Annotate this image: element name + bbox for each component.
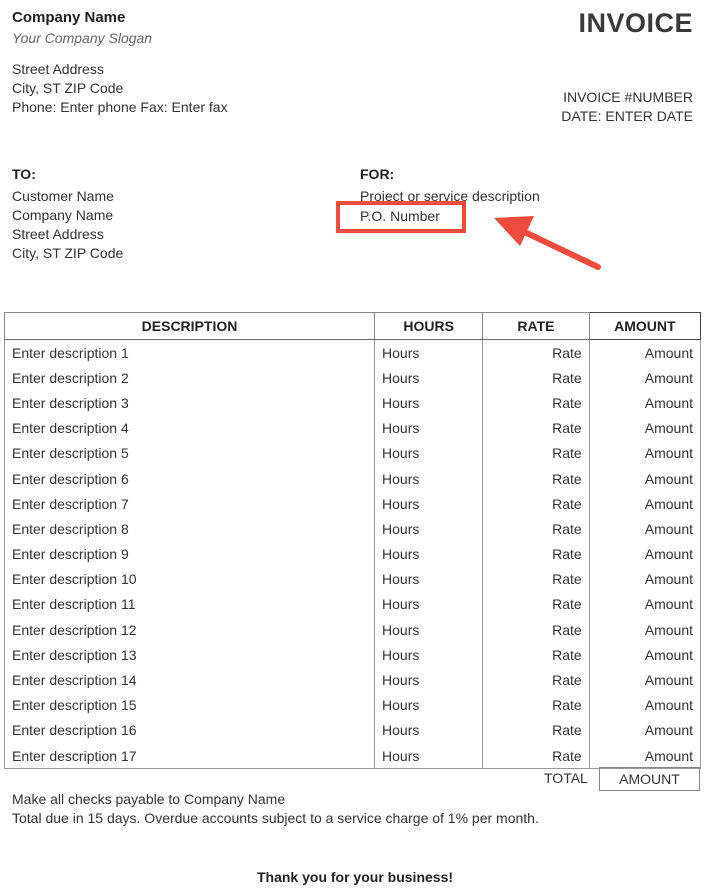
cell-hours[interactable]: Hours (375, 416, 483, 441)
invoice-number: INVOICE #NUMBER (563, 89, 693, 105)
payable-note: Make all checks payable to Company Name (12, 791, 286, 807)
po-highlight-box (336, 201, 466, 233)
table-row (5, 441, 701, 466)
cell-amount[interactable]: Amount (589, 491, 700, 516)
cell-description[interactable]: Enter description 6 (5, 466, 375, 491)
cell-rate[interactable]: Rate (483, 667, 589, 692)
cell-hours[interactable]: Hours (375, 441, 483, 466)
for-label: FOR: (360, 166, 395, 182)
company-name: Company Name (12, 9, 126, 26)
cell-amount[interactable]: Amount (589, 340, 700, 366)
cell-rate[interactable]: Rate (483, 743, 589, 769)
cell-rate[interactable]: Rate (483, 567, 589, 592)
header-description: DESCRIPTION (5, 313, 375, 340)
cell-description[interactable]: Enter description 14 (5, 667, 375, 692)
header-hours: HOURS (375, 313, 483, 340)
cell-amount[interactable]: Amount (589, 592, 700, 617)
table-row (5, 743, 701, 769)
cell-hours[interactable]: Hours (375, 718, 483, 743)
table-row (5, 693, 701, 718)
invoice-title: INVOICE (578, 8, 693, 38)
cell-hours[interactable]: Hours (375, 667, 483, 692)
cell-rate[interactable]: Rate (483, 516, 589, 541)
table-header-row (5, 313, 701, 340)
cell-amount[interactable]: Amount (589, 441, 700, 466)
cell-amount[interactable]: Amount (589, 416, 700, 441)
table-row (5, 340, 701, 366)
cell-description[interactable]: Enter description 8 (5, 516, 375, 541)
cell-rate[interactable]: Rate (483, 491, 589, 516)
table-row (5, 542, 701, 567)
table-row (5, 718, 701, 743)
cell-amount[interactable]: Amount (589, 567, 700, 592)
cell-amount[interactable]: Amount (589, 667, 700, 692)
table-row (5, 592, 701, 617)
cell-hours[interactable]: Hours (375, 340, 483, 366)
cell-hours[interactable]: Hours (375, 617, 483, 642)
cell-description[interactable]: Enter description 11 (5, 592, 375, 617)
po-number[interactable]: P.O. Number (360, 208, 440, 224)
items-table (4, 312, 701, 769)
cell-description[interactable]: Enter description 12 (5, 617, 375, 642)
cell-rate[interactable]: Rate (483, 466, 589, 491)
table-row (5, 466, 701, 491)
cell-hours[interactable]: Hours (375, 516, 483, 541)
cell-hours[interactable]: Hours (375, 567, 483, 592)
cell-description[interactable]: Enter description 17 (5, 743, 375, 769)
cell-rate[interactable]: Rate (483, 340, 589, 366)
cell-description[interactable]: Enter description 4 (5, 416, 375, 441)
cell-rate[interactable]: Rate (483, 718, 589, 743)
company-slogan: Your Company Slogan (12, 30, 153, 46)
table-row (5, 365, 701, 390)
cell-rate[interactable]: Rate (483, 642, 589, 667)
to-label: TO: (12, 166, 36, 182)
table-row (5, 516, 701, 541)
cell-description[interactable]: Enter description 1 (5, 340, 375, 366)
company-street: Street Address (12, 61, 104, 77)
cell-amount[interactable]: Amount (589, 390, 700, 415)
cell-rate[interactable]: Rate (483, 617, 589, 642)
cell-rate[interactable]: Rate (483, 542, 589, 567)
cell-description[interactable]: Enter description 16 (5, 718, 375, 743)
to-company-name: Company Name (12, 207, 114, 223)
cell-description[interactable]: Enter description 9 (5, 542, 375, 567)
invoice-date: DATE: ENTER DATE (561, 108, 693, 124)
cell-amount[interactable]: Amount (589, 516, 700, 541)
cell-hours[interactable]: Hours (375, 592, 483, 617)
cell-amount[interactable]: Amount (589, 365, 700, 390)
company-phone-fax: Phone: Enter phone Fax: Enter fax (12, 99, 228, 115)
cell-rate[interactable]: Rate (483, 390, 589, 415)
cell-amount[interactable]: Amount (589, 542, 700, 567)
to-city: City, ST ZIP Code (12, 245, 124, 261)
cell-hours[interactable]: Hours (375, 466, 483, 491)
cell-amount[interactable]: Amount (589, 617, 700, 642)
cell-rate[interactable]: Rate (483, 441, 589, 466)
thank-you-note: Thank you for your business! (256, 869, 454, 885)
cell-description[interactable]: Enter description 7 (5, 491, 375, 516)
cell-hours[interactable]: Hours (375, 542, 483, 567)
arrow-pointing-left-up-icon (490, 212, 605, 274)
cell-rate[interactable]: Rate (483, 416, 589, 441)
to-street: Street Address (12, 226, 104, 242)
cell-hours[interactable]: Hours (375, 693, 483, 718)
for-description: Project or service description (360, 188, 540, 204)
table-row (5, 667, 701, 692)
cell-description[interactable]: Enter description 5 (5, 441, 375, 466)
cell-description[interactable]: Enter description 13 (5, 642, 375, 667)
cell-hours[interactable]: Hours (375, 365, 483, 390)
cell-amount[interactable]: Amount (589, 693, 700, 718)
cell-hours[interactable]: Hours (375, 743, 483, 769)
cell-description[interactable]: Enter description 15 (5, 693, 375, 718)
cell-hours[interactable]: Hours (375, 390, 483, 415)
cell-rate[interactable]: Rate (483, 592, 589, 617)
table-row (5, 642, 701, 667)
table-row (5, 416, 701, 441)
table-row (5, 617, 701, 642)
cell-amount[interactable]: Amount (589, 642, 700, 667)
total-amount[interactable]: AMOUNT (599, 767, 700, 791)
cell-description[interactable]: Enter description 3 (5, 390, 375, 415)
cell-rate[interactable]: Rate (483, 693, 589, 718)
header-rate: RATE (483, 313, 589, 340)
total-label: TOTAL (544, 770, 588, 786)
cell-description[interactable]: Enter description 10 (5, 567, 375, 592)
cell-amount[interactable]: Amount (589, 466, 700, 491)
header-amount: AMOUNT (589, 313, 700, 340)
table-row (5, 567, 701, 592)
table-row (5, 491, 701, 516)
table-row (5, 390, 701, 415)
cell-rate[interactable]: Rate (483, 365, 589, 390)
terms-note: Total due in 15 days. Overdue accounts subject to a service charge of 1% per month. (12, 810, 539, 826)
cell-amount[interactable]: Amount (589, 718, 700, 743)
company-city: City, ST ZIP Code (12, 80, 124, 96)
cell-description[interactable]: Enter description 2 (5, 365, 375, 390)
cell-amount[interactable]: Amount (589, 743, 700, 769)
cell-hours[interactable]: Hours (375, 642, 483, 667)
cell-hours[interactable]: Hours (375, 491, 483, 516)
to-customer-name: Customer Name (12, 188, 114, 204)
